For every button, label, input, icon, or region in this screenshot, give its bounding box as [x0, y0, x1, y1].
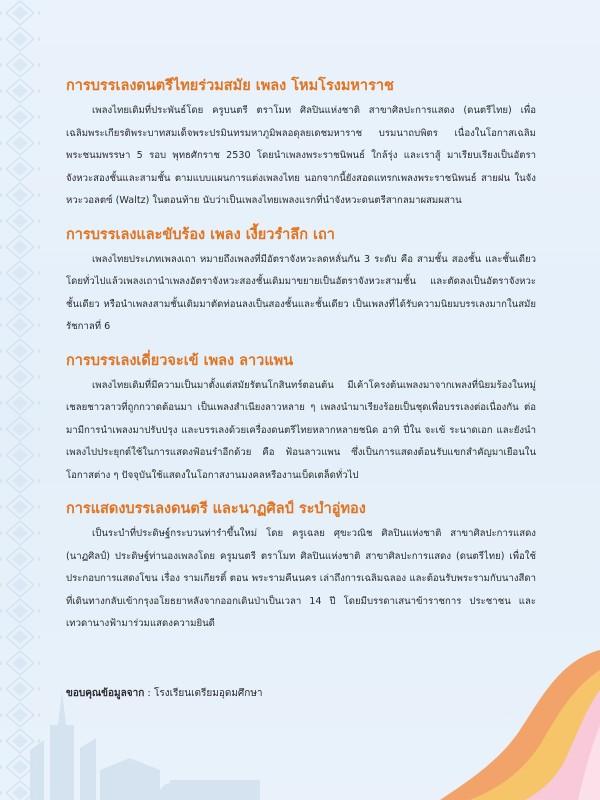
section-body: เป็นระบำที่ประดิษฐ์กระบวนท่ารำขึ้นใหม่ โดย ครูเฉลย ศุขะวณิช ศิลปินแห่งชาติ สาขาศิลปะการแสดง (นาฏศิลป์) ประดิษฐ์ท่านองเพลงโดย ครูมนตรี ตราโมท ศิลปินแห่งชาติ สาขาศิลปะการแสดง (ดนตรีไทย) เพื่อใช้ประกอบการแสดงโขน เรื่อง รามเกียรติ์ ตอน พระรามคืนนคร เล่าถึงการเฉลิมฉลอง และต้อนรับพระรามกับนางสีดาที่เดินทางกลับเข้ากรุงอโยธยาหลังจากออกเดินป่าเป็นเวลา 14 ปี โดยมีบรรดาเสนาข้าราชการ ประชาชน และเทวดานางฟ้ามาร่วมแสดงความยินดี [66, 528, 536, 629]
credit-label: ขอบคุณข้อมูลจาก [66, 688, 145, 699]
section-ngiao-ramluek [66, 225, 536, 339]
section-title: การบรรเลงเดี่ยวจะเข้ เพลง ลาวแพน [66, 352, 294, 369]
credit-source: โรงเรียนเตรียมอุดมศึกษา [153, 688, 263, 699]
source-credit [66, 686, 263, 701]
section-body: เพลงไทยประเภทเพลงเถา หมายถึงเพลงที่มีอัตราจังหวะลดหลั่นกัน 3 ระดับ คือ สามชั้น สองชั้น และชั้นเดียว โดยทั่วไปแล้วเพลงเถานำเพลงอัตราจังหวะสองชั้นเดิมมาขยายเป็นอัตราจังหวะสามชั้น และตัดลงเป็นอัตราจังหวะชั้นเดียว หรือนำเพลงสามชั้นเดิมมาตัดท่อนลงเป็นสองชั้นและชั้นเดียว เป็นเพลงที่ได้รับความนิยมบรรเลงมากในสมัยรัชกาลที่ 6 [66, 253, 536, 332]
section-title: การแสดงบรรเลงดนตรี และนาฏศิลป์ ระบำอู่ทอง [66, 501, 366, 517]
bottom-decoration [0, 630, 600, 800]
section-u-thong-dance [66, 499, 536, 636]
credit-separator: : [144, 688, 154, 699]
section-contemporary-music [66, 76, 536, 213]
section-title: การบรรเลงดนตรีไทยร่วมสมัย เพลง โหมโรงมหาราช [66, 78, 394, 94]
section-title: การบรรเลงและขับร้อง เพลง เงี้ยวรำลึก เถา [66, 226, 335, 243]
section-lao-phaen [66, 351, 536, 488]
section-body: เพลงไทยเดิมที่ประพันธ์โดย ครูบนตรี ตราโมท ศิลปินแห่งชาติ สาขาศิลปะการแสดง (ดนตรีไทย) เพื่อเฉลิมพระเกียรติพระบาทสมเด็จพระปรมินทรมหาภูมิพลอดุลยเดชมหาราช บรมนาถบพิตร เนื่องในโอกาสเฉลิมพระชนมพรรษา 5 รอบ พุทธศักราช 2530 โดยนำเพลงพระราชนิพนธ์ ใกล้รุ่ง และเราสู้ มาเรียบเรียงเป็นอัตราจังหวะสองชั้นและสามชั้น ตามแบบแผนการแต่งเพลงไทย นอกจากนี้ยังสอดแทรกเพลงพระราชนิพนธ์ สายฝน ในจังหวะวอลตซ์ (Waltz) ในตอนท้าย นับว่าเป็นเพลงไทยเพลงแรกที่นำจังหวะดนตรีสากลมาผสมผสาน [66, 105, 536, 206]
article-content [66, 76, 536, 648]
section-body: เพลงไทยเดิมที่มีความเป็นมาตั้งแต่สมัยรัตนโกสินทร์ตอนต้น มีเค้าโครงต้นเพลงมาจากเพลงที่นิยมร้องในหมู่เชลยชาวลาวที่ถูกกวาดต้อนมา เป็นเพลงสำเนียงลาวหลาย ๆ เพลงนำมาเรียงร้อยเป็นชุดเพื่อบรรเลงต่อเนื่องกัน ต่อมามีการนำเพลงมาปรับปรุง และบรรเลงด้วยเครื่องดนตรีไทยหลากหลายชนิด อาทิ ปี่ใน จะเข้ ระนาดเอก และยังนำเพลงไปประยุกต์ใช้ในการแสดงฟ้อนรำอีกด้วย คือ ฟ้อนลาวแพน ซึ่งเป็นการแสดงต้อนรับแขกสำคัญมาเยือนในโอกาสต่าง ๆ ปัจจุบันใช้แสดงในโอกาสงานมงคลหรืองานเบ็ดเตล็ดทั่วไป [66, 379, 536, 481]
